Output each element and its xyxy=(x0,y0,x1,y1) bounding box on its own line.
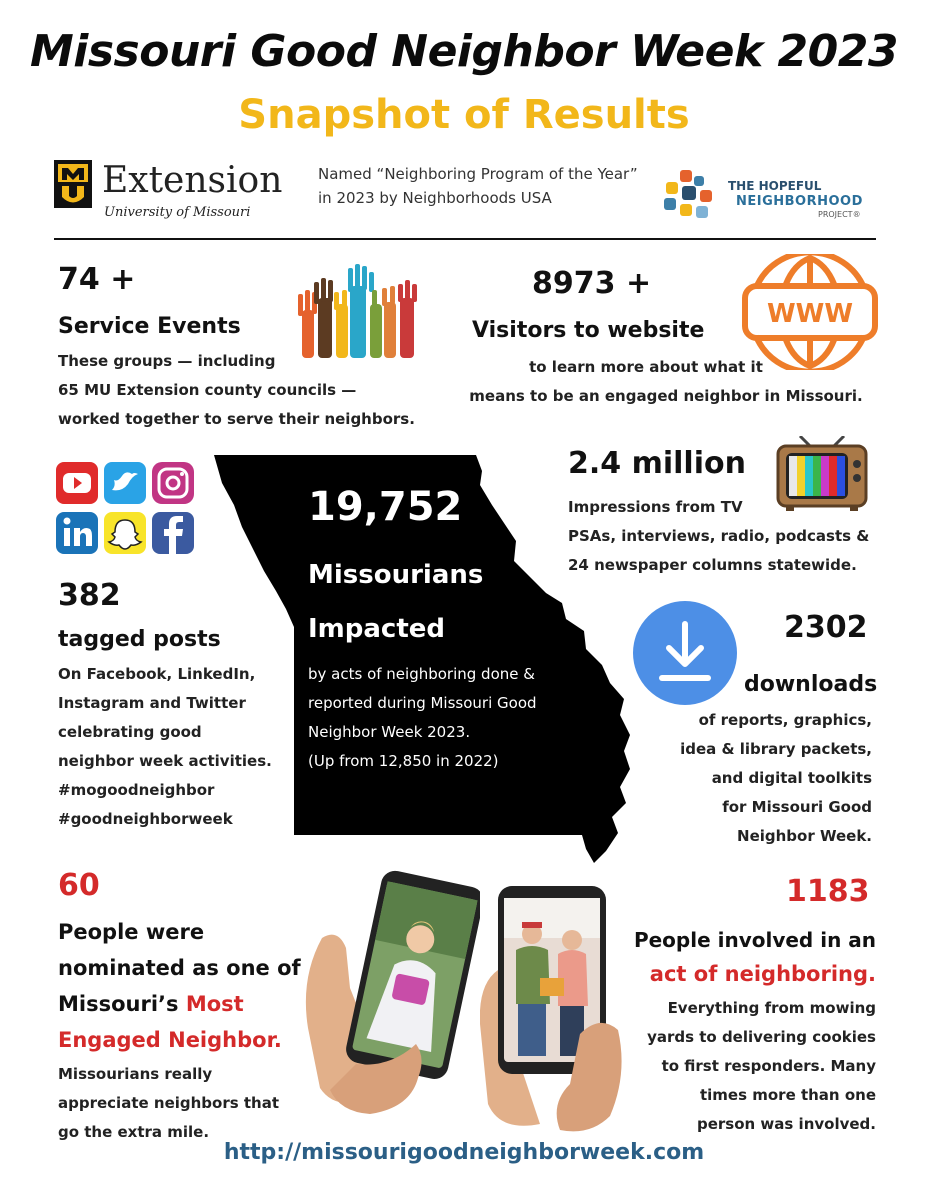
impacted-line: Neighbor Week 2023. xyxy=(308,723,471,741)
impressions-line: PSAs, interviews, radio, podcasts & xyxy=(568,527,870,545)
impacted-line: (Up from 12,850 in 2022) xyxy=(308,752,499,770)
hopeful-neighborhood-logo-icon xyxy=(660,168,718,226)
involved-line: times more than one xyxy=(699,1086,876,1104)
nominated-line: People were xyxy=(58,920,205,944)
nominated-line-4: Engaged Neighbor. xyxy=(58,1028,282,1052)
extension-subtitle: University of Missouri xyxy=(104,205,251,220)
involved-line: to first responders. Many xyxy=(661,1057,876,1075)
service-line: These groups — including xyxy=(58,352,276,370)
www-label: WWW xyxy=(766,299,854,329)
website-link[interactable]: http://missourigoodneighborweek.com xyxy=(223,1140,705,1165)
posts-line: neighbor week activities. xyxy=(58,752,272,770)
service-heading: Service Events xyxy=(58,314,241,339)
page-subtitle: Snapshot of Results xyxy=(238,92,690,138)
facebook-icon xyxy=(152,512,194,554)
downloads-line: for Missouri Good xyxy=(722,798,872,816)
snapchat-icon xyxy=(104,512,146,554)
website-line: means to be an engaged neighbor in Missouri. xyxy=(469,387,863,405)
service-line: 65 MU Extension county councils — xyxy=(58,381,357,399)
nominated-small-line: Missourians really xyxy=(58,1065,213,1083)
downloads-line: idea & library packets, xyxy=(680,740,872,758)
impacted-text xyxy=(308,660,537,776)
posts-line: #mogoodneighbor xyxy=(58,781,215,799)
nominated-number: 60 xyxy=(58,868,100,903)
involved-line: Everything from mowing xyxy=(667,999,876,1017)
hnp-line-2: NEIGHBORHOOD xyxy=(736,194,863,209)
impressions-line: 24 newspaper columns statewide. xyxy=(568,556,857,574)
posts-line: Instagram and Twitter xyxy=(58,694,246,712)
linkedin-icon xyxy=(56,512,98,554)
youtube-icon xyxy=(56,462,98,504)
hnp-line-3: PROJECT® xyxy=(818,210,861,219)
impacted-line: by acts of neighboring done & xyxy=(308,665,535,683)
downloads-heading: downloads xyxy=(744,672,878,697)
impacted-heading-1: Missourians xyxy=(308,560,484,590)
downloads-number: 2302 xyxy=(784,610,868,645)
involved-heading-1: People involved in an xyxy=(633,928,876,952)
downloads-text xyxy=(600,706,872,851)
social-icons xyxy=(56,462,196,556)
service-line: worked together to serve their neighbors. xyxy=(58,410,415,428)
download-icon xyxy=(632,600,738,706)
extension-wordmark: Extension xyxy=(102,160,283,201)
involved-number: 1183 xyxy=(786,874,870,909)
nominated-heading xyxy=(58,914,301,1058)
nominated-line-3 xyxy=(58,986,301,1022)
posts-text xyxy=(58,660,272,834)
hnp-line-1: THE HOPEFUL xyxy=(728,179,822,193)
downloads-line: and digital toolkits xyxy=(711,769,872,787)
nominated-small-line: go the extra mile. xyxy=(58,1123,210,1141)
nominated-line-3-red: Most xyxy=(185,992,244,1016)
downloads-line: Neighbor Week. xyxy=(737,827,872,845)
service-number: 74 + xyxy=(58,262,136,297)
involved-text xyxy=(600,994,876,1139)
tv-icon xyxy=(776,436,868,512)
posts-line: On Facebook, LinkedIn, xyxy=(58,665,256,683)
nominated-line-3-plain: Missouri’s xyxy=(58,992,186,1016)
award-note: Named “Neighboring Program of the Year” in 2023 by Neighborhoods USA xyxy=(318,165,638,207)
page-title: Missouri Good Neighbor Week 2023 xyxy=(29,26,899,77)
mu-logo-icon xyxy=(54,160,92,208)
impacted-number: 19,752 xyxy=(308,484,463,530)
phone-photo-girl xyxy=(300,868,480,1118)
website-line: to learn more about what it xyxy=(529,358,763,376)
downloads-line: of reports, graphics, xyxy=(698,711,872,729)
impacted-line: reported during Missouri Good xyxy=(308,694,537,712)
posts-line: celebrating good xyxy=(58,723,202,741)
involved-line: person was involved. xyxy=(696,1115,876,1133)
involved-heading-2: act of neighboring. xyxy=(649,962,876,986)
website-number: 8973 + xyxy=(532,266,652,301)
website-heading: Visitors to website xyxy=(472,318,705,343)
posts-number: 382 xyxy=(58,578,121,613)
instagram-icon xyxy=(152,462,194,504)
impressions-number: 2.4 million xyxy=(568,446,746,481)
involved-line: yards to delivering cookies xyxy=(647,1028,876,1046)
posts-line: #goodneighborweek xyxy=(58,810,233,828)
twitter-icon xyxy=(104,462,146,504)
impressions-line: Impressions from TV xyxy=(568,498,743,516)
nominated-line: nominated as one of xyxy=(58,956,301,980)
raised-hands-icon xyxy=(296,262,424,362)
impacted-heading-2: Impacted xyxy=(308,614,446,644)
nominated-small-line: appreciate neighbors that xyxy=(58,1094,280,1112)
posts-heading: tagged posts xyxy=(58,627,221,652)
www-globe-icon xyxy=(742,254,878,370)
nominated-text xyxy=(58,1060,279,1147)
header-divider xyxy=(54,238,876,240)
